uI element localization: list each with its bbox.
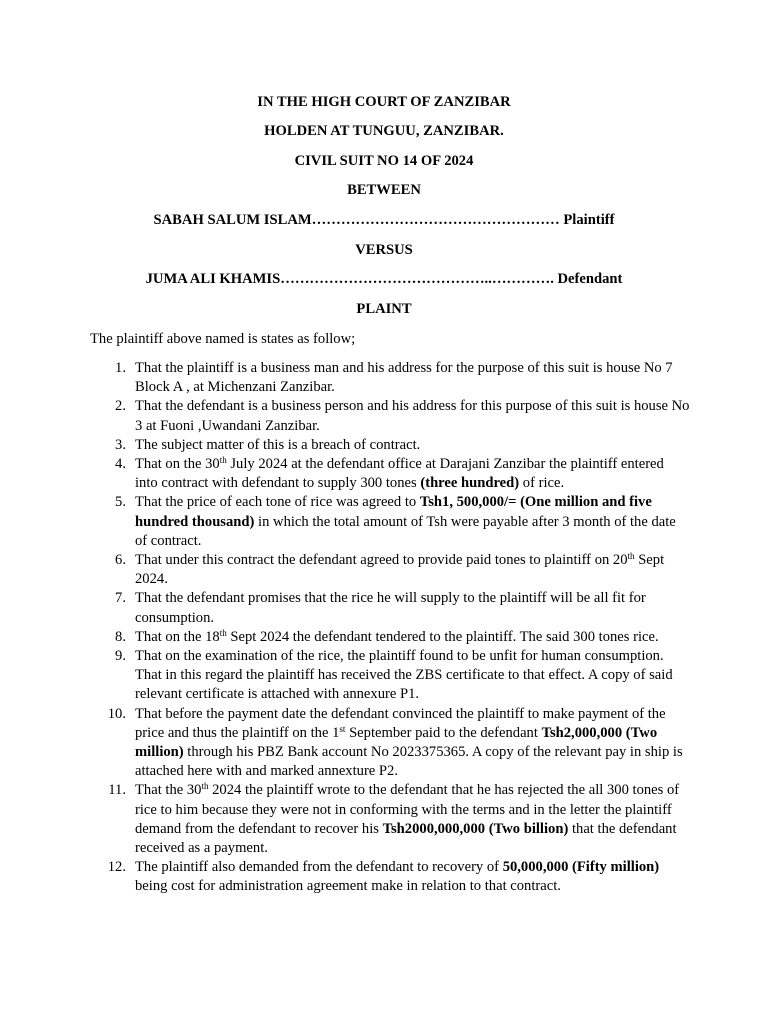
item-text: September paid to the defendant (345, 724, 542, 741)
list-item (90, 436, 690, 455)
item-number: 10. (107, 705, 126, 722)
item-text: That the defendant promises that the rice he will supply to the plaintiff will be all fit for consumption. (135, 590, 646, 626)
item-number: 8. (115, 628, 126, 645)
item-number: 11. (108, 782, 126, 799)
bold-text: Tsh2000,000,000 (Two billion) (382, 820, 569, 837)
item-text: That before the payment date the defendant convinced the plaintiff to make payment of the price and thus the plaintiff on the 1 (135, 705, 666, 741)
ordinal-suffix: st (339, 723, 346, 734)
item-number: 12. (107, 859, 126, 876)
bold-text: (three hundred) (420, 475, 520, 492)
item-text: That the price of each tone of rice was agreed to (135, 494, 420, 511)
item-text: That on the examination of the rice, the plaintiff found to be unfit for human consumption. That in this regard the plaintiff has received the ZBS certificate to that effect. A copy of said relevant certificate is attached with annexure P1. (135, 648, 673, 703)
bold-text: 50,000,000 (Fifty million) (502, 859, 660, 876)
holden-line: HOLDEN AT TUNGUU, ZANZIBAR. (264, 123, 504, 139)
list-item (90, 781, 690, 858)
intro-text: The plaintiff above named is states as follow; (90, 331, 356, 347)
item-text: through his PBZ Bank account No 2023375365. A copy of the relevant pay in ship is attached here with and marked annexture P2. (135, 744, 683, 780)
item-text: Sept 2024. (135, 552, 665, 588)
item-number: 2. (115, 398, 126, 415)
list-item (90, 359, 690, 397)
item-text: of rice. (519, 475, 565, 492)
versus-label: VERSUS (355, 242, 413, 258)
bold-text: Tsh2,000,000 (Two million) (135, 724, 658, 761)
numbered-list (90, 359, 690, 897)
item-text: 2024 the plaintiff wrote to the defendant that he has rejected the all 300 tones of rice to him because they were not in conforming with the terms and in the letter the plaintiff demand from the defendant to recover his (135, 782, 680, 837)
item-number: 4. (115, 456, 126, 473)
item-number: 3. (115, 436, 126, 453)
plaintiff-line: SABAH SALUM ISLAM…………………………………………… Plaintiff (153, 212, 615, 228)
suit-number: CIVIL SUIT NO 14 OF 2024 (294, 153, 474, 169)
court-title: IN THE HIGH COURT OF ZANZIBAR (257, 94, 511, 110)
list-item (90, 705, 690, 782)
list-item (90, 647, 690, 705)
item-number: 5. (115, 494, 126, 511)
plaint-heading: PLAINT (356, 301, 412, 317)
list-item (90, 628, 690, 647)
item-text: That the plaintiff is a business man and his address for the purpose of this suit is house No 7 Block A , at Michenzani Zanzibar. (135, 360, 673, 396)
item-text: That under this contract the defendant agreed to provide paid tones to plaintiff on 20 (135, 552, 628, 569)
list-item (90, 858, 690, 896)
defendant-line: JUMA ALI KHAMIS……………………………………..…………. Defendant (145, 271, 623, 287)
item-number: 6. (115, 552, 126, 569)
list-item (90, 455, 690, 493)
list-item (90, 493, 690, 551)
item-text: July 2024 at the defendant office at Darajani Zanzibar the plaintiff entered into contract with defendant to supply 300 tones (135, 456, 664, 492)
ordinal-suffix: th (219, 455, 227, 466)
item-text: That on the 18 (135, 628, 220, 645)
list-item (90, 589, 690, 627)
item-text: The subject matter of this is a breach of contract. (135, 436, 421, 453)
item-text: in which the total amount of Tsh were payable after 3 month of the date of contract. (135, 513, 676, 549)
item-text: Sept 2024 the defendant tendered to the plaintiff. The said 300 tones rice. (226, 628, 659, 645)
ordinal-suffix: th (219, 627, 227, 638)
list-item (90, 551, 690, 589)
item-text: being cost for administration agreement make in relation to that contract. (135, 878, 561, 895)
item-number: 9. (115, 648, 126, 665)
bold-text: Tsh1, 500,000/= (One million and five hundred thousand) (135, 494, 652, 530)
item-text: That on the 30 (135, 456, 220, 473)
item-text: That the 30 (135, 782, 202, 799)
between-label: BETWEEN (347, 182, 421, 198)
ordinal-suffix: th (627, 551, 635, 562)
item-text: that the defendant received as a payment. (135, 820, 677, 857)
item-text: That the defendant is a business person and his address for this purpose of this suit is house No 3 at Fuoni ,Uwandani Zanzibar. (135, 398, 690, 434)
ordinal-suffix: th (201, 781, 209, 792)
item-number: 1. (115, 360, 126, 376)
item-text: The plaintiff also demanded from the defendant to recovery of (135, 859, 503, 876)
list-item (90, 397, 690, 435)
item-number: 7. (115, 590, 126, 607)
